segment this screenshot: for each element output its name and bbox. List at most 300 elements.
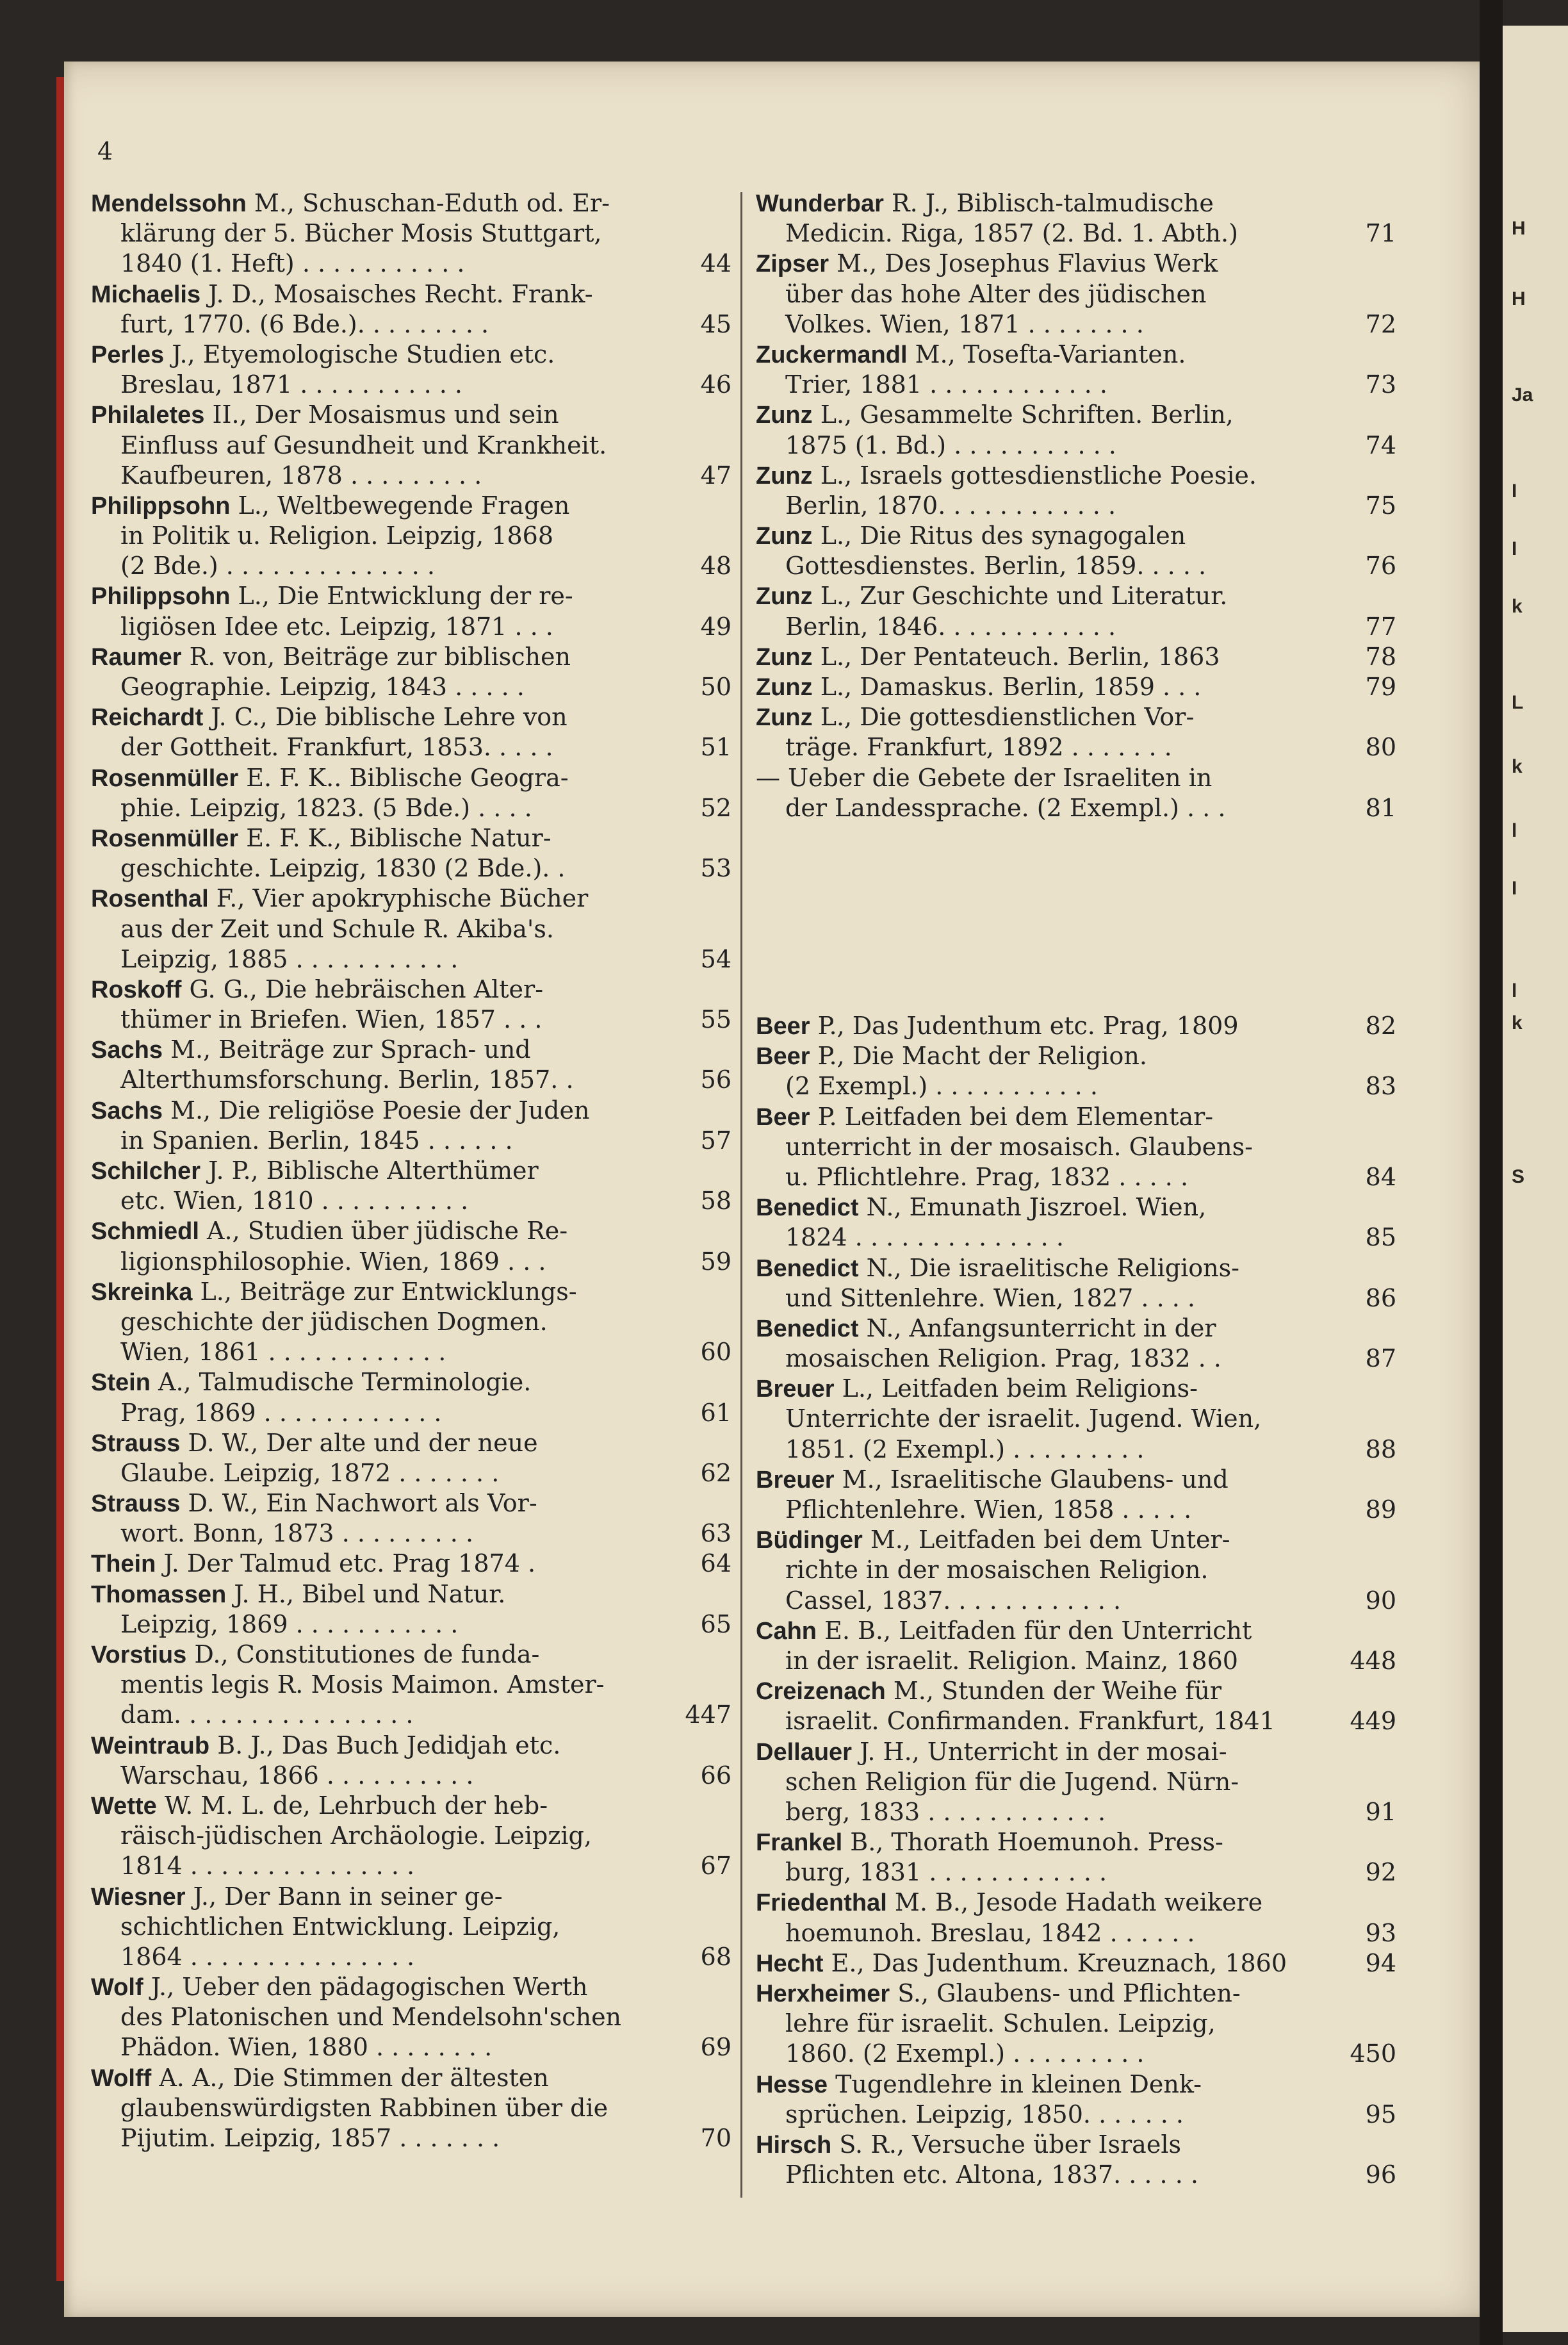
entry-number: 93 (1365, 1918, 1396, 1947)
entry-number: 80 (1365, 733, 1396, 762)
entry-author: Thomassen (91, 1581, 227, 1608)
entry-text: L., Israels gottesdienstliche Poesie. (820, 461, 1257, 490)
entry-line (91, 975, 731, 1005)
entry-text: Wien, 1861 . . . . . . . . . . . . (120, 1338, 446, 1367)
entry-line (756, 2100, 1396, 2130)
catalog-entry (756, 1948, 1396, 1979)
entry-line (756, 1767, 1396, 1797)
entry-text: F., Vier apokryphische Bücher (216, 884, 589, 913)
catalog-entry (91, 1972, 731, 2063)
entry-line (91, 1065, 731, 1095)
entry-author: Frankel (756, 1829, 843, 1857)
entry-number: 71 (1365, 219, 1396, 248)
entry-author: Reichardt (91, 704, 204, 732)
entry-line (91, 1609, 731, 1640)
entry-text: S. R., Versuche über Israels (839, 2130, 1181, 2159)
adjacent-page-fragment: k (1512, 756, 1523, 777)
entry-number: 82 (1365, 1012, 1396, 1040)
entry-number: 84 (1365, 1162, 1396, 1191)
catalog-entry (91, 1549, 731, 1579)
catalog-entry (91, 702, 731, 762)
catalog-entry (756, 1313, 1396, 1374)
catalog-entry (756, 1525, 1396, 1616)
entry-author: Zunz (756, 583, 813, 611)
entry-line (756, 1827, 1396, 1857)
entry-author: Schilcher (91, 1158, 201, 1185)
entry-text: A., Studien über jüdische Re- (207, 1217, 568, 1246)
entry-text: Einfluss auf Gesundheit und Krankheit. (120, 431, 607, 459)
catalog-entry (756, 1102, 1396, 1193)
entry-text: mosaischen Religion. Prag, 1832 . . (785, 1344, 1221, 1373)
entry-author: Zunz (756, 402, 813, 429)
entry-line (756, 1011, 1396, 1041)
entry-text: J. P., Biblische Alterthümer (208, 1156, 539, 1185)
entry-text: Glaube. Leipzig, 1872 . . . . . . . (120, 1458, 500, 1487)
entry-line (91, 431, 731, 461)
entry-author: Mendelssohn (91, 190, 247, 217)
entry-author: Rosenmüller (91, 825, 239, 852)
entry-text: E. F. K., Biblische Natur- (246, 823, 551, 852)
catalog-entry (91, 1731, 731, 1791)
entry-number: 47 (700, 461, 731, 490)
entry-text: in Politik u. Religion. Leipzig, 1868 (120, 522, 554, 550)
entry-number: 68 (700, 1942, 731, 1971)
entry-text: Gottesdienstes. Berlin, 1859. . . . . (785, 552, 1207, 580)
entry-text: J., Der Bann in seiner ge- (193, 1882, 503, 1911)
adjacent-page-fragment: I (1512, 878, 1517, 899)
adjacent-page-fragment: H (1512, 218, 1526, 239)
entry-number: 56 (700, 1066, 731, 1094)
entry-line (756, 1616, 1396, 1646)
entry-text: der Landessprache. (2 Exempl.) . . . (785, 793, 1226, 822)
catalog-entry (756, 1737, 1396, 1828)
entry-text: Phädon. Wien, 1880 . . . . . . . . (120, 2033, 493, 2062)
entry-text: P. Leitfaden bei dem Elementar- (817, 1102, 1214, 1131)
entry-line (756, 1404, 1396, 1434)
catalog-entry (756, 1888, 1396, 1948)
entry-text: des Platonischen und Mendelsohn'schen (120, 2003, 622, 2032)
catalog-entry (756, 1465, 1396, 1525)
entry-text: L., Gesammelte Schriften. Berlin, (820, 400, 1234, 429)
catalog-entry (756, 249, 1396, 340)
catalog-entry (756, 400, 1396, 460)
entry-number: 75 (1365, 491, 1396, 520)
entry-text: B., Thorath Hoemunoh. Press- (850, 1828, 1223, 1857)
entry-text: L., Die Entwicklung der re- (238, 582, 573, 611)
entry-line (91, 853, 731, 884)
catalog-entry (756, 1979, 1396, 2069)
catalog-entry (756, 1827, 1396, 1888)
entry-number: 52 (700, 793, 731, 822)
entry-line (756, 642, 1396, 672)
entry-line (756, 1192, 1396, 1222)
entry-line (91, 1640, 731, 1670)
entry-line (91, 491, 731, 521)
entry-text: E., Das Judenthum. Kreuznach, 1860 (831, 1948, 1287, 1977)
catalog-entry (91, 581, 731, 641)
entry-line (756, 1586, 1396, 1616)
entry-number: 69 (700, 2033, 731, 2062)
entry-author: Beer (756, 1043, 810, 1071)
entry-text: Pflichten etc. Altona, 1837. . . . . . (785, 2160, 1198, 2189)
entry-text: Medicin. Riga, 1857 (2. Bd. 1. Abth.) (785, 219, 1238, 248)
entry-number: 448 (1350, 1646, 1396, 1675)
entry-author: Wiesner (91, 1883, 186, 1911)
entry-number: 67 (700, 1852, 731, 1880)
entry-text: unterricht in der mosaisch. Glaubens- (785, 1132, 1253, 1161)
entry-author: Rosenthal (91, 885, 209, 913)
column-divider (740, 192, 742, 2198)
catalog-entry (756, 1192, 1396, 1253)
entry-text: Prag, 1869 . . . . . . . . . . . . (120, 1398, 442, 1427)
catalog-entry (91, 1156, 731, 1216)
entry-author: Philippsohn (91, 492, 231, 520)
entry-text: 1864 . . . . . . . . . . . . . . . (120, 1942, 415, 1971)
entry-text: 1851. (2 Exempl.) . . . . . . . . . (785, 1435, 1145, 1463)
catalog-entry (91, 491, 731, 582)
entry-line (91, 2002, 731, 2032)
entry-line (756, 1465, 1396, 1495)
entry-author: Cahn (756, 1617, 817, 1645)
entry-line (756, 279, 1396, 309)
entry-text: Berlin, 1846. . . . . . . . . . . . (785, 612, 1116, 641)
entry-text: Breslau, 1871 . . . . . . . . . . . (120, 370, 462, 399)
entry-author: Weintraub (91, 1732, 210, 1759)
entry-number: 72 (1365, 309, 1396, 338)
entry-text: L., Damaskus. Berlin, 1859 . . . (820, 673, 1202, 701)
entry-line (91, 642, 731, 672)
entry-text: geschichte der jüdischen Dogmen. (120, 1307, 548, 1336)
catalog-entry (91, 975, 731, 1035)
entry-line (91, 1096, 731, 1126)
entry-number: 58 (700, 1187, 731, 1215)
catalog-entry (91, 400, 731, 491)
entry-text: Pijutim. Leipzig, 1857 . . . . . . . (120, 2124, 500, 2152)
entry-line (756, 1918, 1396, 1948)
entry-text: mentis legis R. Mosis Maimon. Amster- (120, 1670, 605, 1699)
entry-line (756, 218, 1396, 249)
entry-line (91, 884, 731, 914)
entry-number: 78 (1365, 642, 1396, 671)
entry-number: 83 (1365, 1072, 1396, 1101)
entry-text: (2 Exempl.) . . . . . . . . . . . (785, 1072, 1098, 1101)
entry-text: und Sittenlehre. Wien, 1827 . . . . (785, 1283, 1195, 1312)
entry-line (756, 461, 1396, 491)
entry-text: A. A., Die Stimmen der ältesten (159, 2063, 549, 2092)
entry-text: thümer in Briefen. Wien, 1857 . . . (120, 1005, 543, 1034)
entry-author: Büdinger (756, 1527, 863, 1554)
entry-author: Zunz (756, 643, 813, 671)
entry-number: 57 (700, 1126, 731, 1155)
entry-text: schichtlichen Entwicklung. Leipzig, (120, 1912, 560, 1941)
entry-author: Strauss (91, 1490, 181, 1518)
entry-text: Alterthumsforschung. Berlin, 1857. . (120, 1066, 574, 1094)
entry-line (91, 1458, 731, 1488)
entry-author: Perles (91, 341, 165, 368)
entry-number: 44 (700, 249, 731, 278)
entry-line (91, 218, 731, 249)
entry-text: (2 Bde.) . . . . . . . . . . . . . . (120, 552, 435, 580)
adjacent-page-fragment: l (1512, 980, 1517, 1001)
entry-text: J. C., Die biblische Lehre von (211, 703, 568, 732)
catalog-column-right (756, 188, 1396, 823)
entry-line (91, 1428, 731, 1458)
entry-line (756, 1797, 1396, 1827)
entry-text: M. B., Jesode Hadath weikere (894, 1888, 1263, 1917)
entry-line (91, 1670, 731, 1700)
entry-text: L., Leitfaden beim Religions- (842, 1374, 1198, 1403)
entry-text: Geographie. Leipzig, 1843 . . . . . (120, 673, 525, 701)
catalog-entry (756, 763, 1396, 823)
catalog-entry (756, 340, 1396, 400)
entry-text: N., Die israelitische Religions- (866, 1253, 1239, 1282)
entry-author: Wette (91, 1792, 157, 1820)
entry-line (756, 1525, 1396, 1555)
entry-line (756, 1555, 1396, 1585)
entry-number: 63 (700, 1519, 731, 1548)
entry-author: Wolff (91, 2064, 152, 2092)
entry-line (91, 400, 731, 430)
entry-line (91, 1247, 731, 1277)
entry-line (91, 1277, 731, 1307)
entry-text: M., Schuschan-Eduth od. Er- (254, 189, 610, 217)
entry-line (756, 2160, 1396, 2190)
entry-author: Skreinka (91, 1278, 193, 1306)
entry-author: Zunz (756, 523, 813, 550)
entry-line (91, 1488, 731, 1518)
entry-number: 62 (700, 1458, 731, 1487)
entry-line (91, 551, 731, 581)
entry-number: 66 (700, 1761, 731, 1790)
entry-line (756, 581, 1396, 611)
entry-line (91, 793, 731, 823)
entry-number: 79 (1365, 673, 1396, 701)
entry-text: in Spanien. Berlin, 1845 . . . . . . (120, 1126, 513, 1155)
entry-line (756, 1071, 1396, 1101)
entry-line (91, 581, 731, 611)
entry-author: Schmiedl (91, 1218, 199, 1246)
entry-line (91, 1186, 731, 1216)
entry-line (756, 612, 1396, 642)
adjacent-page-edge (1503, 26, 1568, 2332)
entry-line (756, 1948, 1396, 1979)
entry-line (756, 1888, 1396, 1918)
entry-line (91, 521, 731, 551)
entry-text: aus der Zeit und Schule R. Akiba's. (120, 914, 554, 943)
entry-line (756, 1102, 1396, 1132)
catalog-entry (91, 884, 731, 975)
entry-line (756, 2130, 1396, 2160)
entry-number: 55 (700, 1005, 731, 1034)
entry-line (91, 1367, 731, 1397)
entry-text: ligiösen Idee etc. Leipzig, 1871 . . . (120, 612, 553, 641)
catalog-entry (756, 581, 1396, 641)
entry-text: glaubenswürdigsten Rabbinen über die (120, 2093, 608, 2122)
entry-number: 95 (1365, 2100, 1396, 2128)
entry-number: 51 (700, 733, 731, 762)
entry-text: M., Beiträge zur Sprach- und (170, 1035, 531, 1064)
entry-text: 1840 (1. Heft) . . . . . . . . . . . (120, 249, 465, 278)
entry-line (756, 400, 1396, 430)
entry-text: Berlin, 1870. . . . . . . . . . . . (785, 491, 1116, 520)
adjacent-page-fragment: L (1512, 692, 1524, 713)
catalog-entry (756, 1374, 1396, 1465)
catalog-column-right-lower (756, 1011, 1396, 2190)
page-number: 4 (97, 137, 113, 165)
entry-number: 73 (1365, 370, 1396, 399)
entry-text: J. H., Bibel und Natur. (234, 1579, 506, 1608)
entry-line (91, 763, 731, 793)
entry-author: Friedenthal (756, 1889, 887, 1917)
catalog-entry (756, 1616, 1396, 1676)
entry-author: Benedict (756, 1255, 859, 1282)
entry-text: J. H., Unterricht in der mosai- (860, 1737, 1227, 1766)
entry-text: D., Constitutiones de funda- (194, 1640, 540, 1668)
entry-text: S., Glaubens- und Pflichten- (897, 1979, 1241, 2007)
catalog-entry (91, 1791, 731, 1882)
entry-author: Zipser (756, 251, 829, 278)
entry-text: L., Zur Geschichte und Literatur. (820, 582, 1228, 611)
entry-line (91, 1005, 731, 1035)
entry-text: M., Israelitische Glaubens- und (842, 1465, 1229, 1493)
entry-text: dam. . . . . . . . . . . . . . . . (120, 1700, 414, 1729)
adjacent-page-fragment: I (1512, 538, 1517, 559)
entry-text: M., Leitfaden bei dem Unter- (870, 1526, 1230, 1554)
entry-line (91, 1761, 731, 1791)
entry-author: Stein (91, 1369, 151, 1397)
entry-text: P., Die Macht der Religion. (817, 1042, 1147, 1071)
entry-line (756, 1344, 1396, 1374)
entry-line (91, 309, 731, 340)
entry-number: 76 (1365, 552, 1396, 580)
entry-author: Wolf (91, 1974, 143, 2002)
entry-text: lehre für israelit. Schulen. Leipzig, (785, 2009, 1216, 2038)
entry-line (756, 1979, 1396, 2009)
entry-line (91, 1398, 731, 1428)
adjacent-page-fragment: k (1512, 1012, 1523, 1033)
entry-line (756, 1435, 1396, 1465)
entry-author: Benedict (756, 1194, 859, 1222)
entry-text: burg, 1831 . . . . . . . . . . . . (785, 1858, 1107, 1887)
entry-number: 45 (700, 309, 731, 338)
entry-line (756, 249, 1396, 279)
entry-text: schen Religion für die Jugend. Nürn- (785, 1767, 1239, 1796)
entry-author: Zunz (756, 704, 813, 732)
entry-line (91, 1549, 731, 1579)
entry-text: M., Des Josephus Flavius Werk (837, 249, 1218, 278)
adjacent-page-fragment: Ja (1512, 384, 1533, 406)
adjacent-page-fragment: S (1512, 1166, 1525, 1187)
entry-line (91, 1912, 731, 1942)
entry-text: träge. Frankfurt, 1892 . . . . . . . (785, 733, 1172, 762)
adjacent-page-fragment: H (1512, 288, 1526, 309)
entry-text: ligionsphilosophie. Wien, 1869 . . . (120, 1247, 546, 1276)
entry-text: Leipzig, 1885 . . . . . . . . . . . (120, 944, 459, 973)
entry-text: J. D., Mosaisches Recht. Frank- (208, 279, 593, 308)
entry-line (756, 702, 1396, 732)
entry-line (91, 732, 731, 762)
entry-number: 81 (1365, 793, 1396, 822)
entry-line (91, 461, 731, 491)
entry-line (91, 1731, 731, 1761)
entry-number: 74 (1365, 431, 1396, 459)
entry-line (756, 188, 1396, 218)
entry-number: 53 (700, 854, 731, 883)
entry-line (756, 370, 1396, 400)
entry-author: Hecht (756, 1950, 824, 1977)
entry-number: 77 (1365, 612, 1396, 641)
entry-number: 60 (700, 1338, 731, 1367)
entry-line (91, 1035, 731, 1065)
entry-text: 1814 . . . . . . . . . . . . . . . (120, 1852, 415, 1880)
entry-author: Michaelis (91, 281, 201, 308)
entry-author: Raumer (91, 643, 182, 671)
entry-line (756, 1857, 1396, 1888)
entry-text: wort. Bonn, 1873 . . . . . . . . . (120, 1519, 474, 1548)
entry-text: furt, 1770. (6 Bde.). . . . . . . . . (120, 309, 489, 338)
entry-text: II., Der Mosaismus und sein (212, 400, 559, 429)
entry-line (756, 1646, 1396, 1676)
entry-text: phie. Leipzig, 1823. (5 Bde.) . . . . (120, 793, 532, 822)
entry-number: 85 (1365, 1223, 1396, 1252)
entry-text: 1860. (2 Exempl.) . . . . . . . . . (785, 2039, 1145, 2068)
entry-text: Unterrichte der israelit. Jugend. Wien, (785, 1404, 1262, 1433)
entry-number: 59 (700, 1247, 731, 1276)
entry-text: L., Der Pentateuch. Berlin, 1863 (820, 642, 1220, 671)
entry-line (91, 370, 731, 400)
entry-text: richte in der mosaischen Religion. (785, 1556, 1209, 1584)
catalog-entry (756, 1676, 1396, 1736)
entry-number: 449 (1350, 1707, 1396, 1736)
entry-author: Dellauer (756, 1738, 852, 1766)
entry-number: 65 (700, 1609, 731, 1638)
entry-line (91, 1337, 731, 1367)
entry-text: Leipzig, 1869 . . . . . . . . . . . (120, 1609, 459, 1638)
entry-text: u. Pflichtlehre. Prag, 1832 . . . . . (785, 1162, 1189, 1191)
entry-line (756, 521, 1396, 551)
entry-line (756, 1706, 1396, 1736)
entry-text: L., Beiträge zur Entwicklungs- (200, 1277, 577, 1306)
book-gutter (1480, 0, 1503, 2345)
catalog-entry (91, 1367, 731, 1428)
entry-author: Philippsohn (91, 583, 231, 611)
entry-line (756, 672, 1396, 702)
entry-author: Zuckermandl (756, 341, 908, 368)
entry-line (91, 1307, 731, 1337)
catalog-entry (91, 823, 731, 884)
entry-author: Hesse (756, 2071, 828, 2098)
entry-number: 90 (1365, 1586, 1396, 1615)
catalog-entry (756, 1041, 1396, 1101)
entry-author: Zunz (756, 462, 813, 490)
entry-line (91, 1579, 731, 1609)
entry-text: L., Weltbewegende Fragen (238, 491, 570, 520)
entry-author: Creizenach (756, 1678, 886, 1706)
entry-line (91, 1791, 731, 1821)
entry-author: Thein (91, 1551, 156, 1578)
entry-number: 86 (1365, 1283, 1396, 1312)
entry-line (91, 914, 731, 944)
entry-line (756, 1253, 1396, 1283)
entry-text: klärung der 5. Bücher Mosis Stuttgart, (120, 219, 602, 248)
entry-text: J. Der Talmud etc. Prag 1874 . (163, 1549, 536, 1578)
entry-number: 61 (700, 1398, 731, 1427)
catalog-entry (91, 2063, 731, 2154)
entry-text: israelit. Confirmanden. Frankfurt, 1841 (785, 1707, 1275, 1736)
entry-text: 1875 (1. Bd.) . . . . . . . . . . . (785, 431, 1116, 459)
entry-text: Kaufbeuren, 1878 . . . . . . . . . (120, 461, 482, 490)
entry-text: J., Ueber den pädagogischen Werth (151, 1973, 588, 2002)
